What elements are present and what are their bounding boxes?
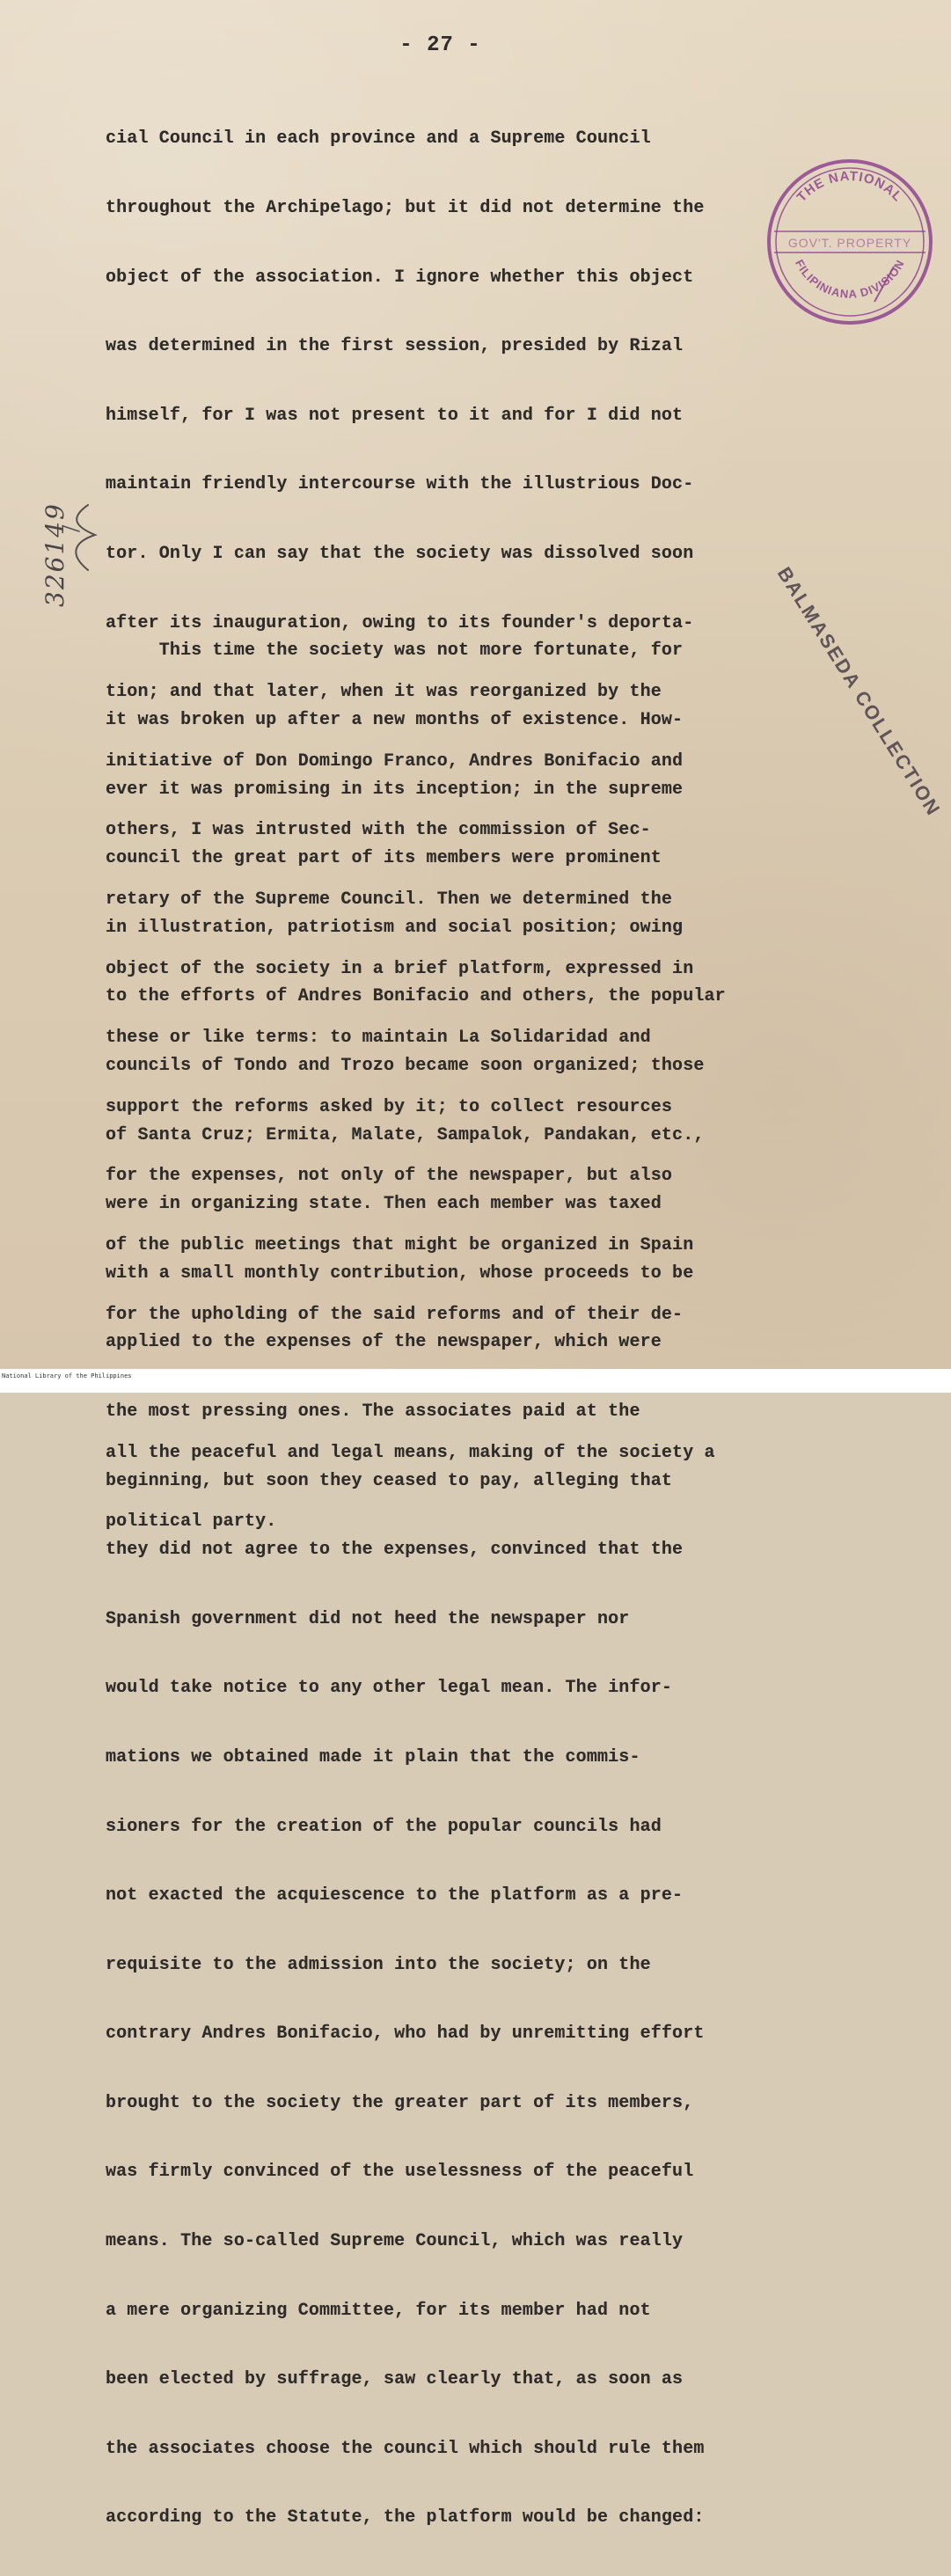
footer-bar [0, 1369, 951, 1393]
text-line: councils of Tondo and Trozo became soon organized; those [106, 1055, 705, 1076]
text-line: of Santa Cruz; Ermita, Malate, Sampalok, Pandakan, etc., [106, 1124, 705, 1145]
text-line: for the upholding of the said reforms and of their de- [106, 1304, 684, 1325]
page-number: - 27 - [399, 33, 481, 57]
text-line: tion; and that later, when it was reorganized by the [106, 682, 662, 703]
text-line: according to the Statute, the platform would be changed: [106, 2507, 705, 2528]
text-line: not exacted the acquiescence to the platform as a pre- [106, 1885, 684, 1906]
text-line: throughout the Archipelago; but it did not determine the [106, 198, 705, 218]
text-line: This time the society was not more fortunate, for [106, 640, 684, 662]
footer-credit: National Library of the Philippines [2, 1372, 132, 1379]
text-line: others, I was intrusted with the commission of Sec- [106, 820, 651, 841]
text-line: object of the association. I ignore whether this object [106, 267, 694, 288]
text-line: these or like terms: to maintain La Solidaridad and [106, 1028, 651, 1049]
text-line: support the reforms asked by it; to collect resources [106, 1096, 673, 1117]
text-line: Spanish government did not heed the newspaper nor [106, 1608, 630, 1629]
stamp-middle-text: GOV'T. PROPERTY [787, 236, 912, 250]
stamp-bottom-text: FILIPINIANA DIVISION [792, 257, 908, 301]
library-stamp [762, 154, 938, 330]
text-line: the associates choose the council which should rule them [106, 2438, 705, 2459]
text-line: they did not agree to the expenses, convinced that the [106, 1540, 684, 1561]
text-line: himself, for I was not present to it and for I did not [106, 405, 684, 426]
text-line: it was broken up after a new months of existence. How- [106, 710, 684, 730]
paragraph-2 [106, 594, 774, 2576]
stamp-top-text: THE NATIONAL [794, 168, 906, 205]
text-line: been elected by suffrage, saw clearly that, as soon as [106, 2369, 684, 2390]
text-line: contrary Andres Bonifacio, who had by unremitting effort [106, 2023, 705, 2045]
text-line: sioners for the creation of the popular councils had [106, 1816, 662, 1837]
text-line: was determined in the first session, presided by Rizal [106, 336, 684, 357]
text-line: political party. [106, 1511, 277, 1533]
collection-stamp: BALMASEDA COLLECTION [772, 563, 946, 821]
text-line: to the efforts of Andres Bonifacio and others, the popular [106, 986, 726, 1007]
text-line: the most pressing ones. The associates paid at the [106, 1401, 640, 1422]
text-line: of the public meetings that might be organized in Spain [106, 1234, 694, 1255]
text-line: for the expenses, not only of the newspaper, but also [106, 1166, 673, 1187]
text-line: brought to the society the greater part of its members, [106, 2092, 694, 2113]
text-line: council the great part of its members were prominent [106, 848, 662, 869]
text-line: maintain friendly intercourse with the illustrious Doc- [106, 474, 694, 495]
text-line: would take notice to any other legal mean. The infor- [106, 1678, 673, 1699]
text-line: beginning, but soon they ceased to pay, alleging that [106, 1470, 673, 1491]
text-line: in illustration, patriotism and social position; owing [106, 917, 684, 938]
handwritten-accession-number: 326149 [40, 502, 69, 607]
text-line: ever it was promising in its inception; in the supreme [106, 779, 684, 800]
text-line: object of the society in a brief platform, expressed in [106, 958, 694, 979]
text-line: was firmly convinced of the uselessness of the peaceful [106, 2162, 694, 2183]
text-line: were in organizing state. Then each member was taxed [106, 1194, 662, 1215]
text-line: after its inauguration, owing to its founder's deporta- [106, 612, 694, 633]
text-line: mations we obtained made it plain that the commis- [106, 1746, 640, 1767]
text-line: initiative of Don Domingo Franco, Andres Bonifacio and [106, 750, 684, 772]
text-line: with a small monthly contribution, whose proceeds to be [106, 1262, 694, 1284]
text-line: requisite to the admission into the society; on the [106, 1954, 651, 1975]
text-line: applied to the expenses of the newspaper, which were [106, 1332, 662, 1353]
text-line: means. The so-called Supreme Council, which was really [106, 2231, 684, 2252]
text-line: cial Council in each province and a Supreme Council [106, 128, 651, 150]
text-line: all the peaceful and legal means, making of the society a [106, 1442, 715, 1463]
text-line: tor. Only I can say that the society was dissolved soon [106, 543, 694, 564]
text-line: a mere organizing Committee, for its member had not [106, 2300, 651, 2321]
text-line: retary of the Supreme Council. Then we determined the [106, 889, 673, 910]
